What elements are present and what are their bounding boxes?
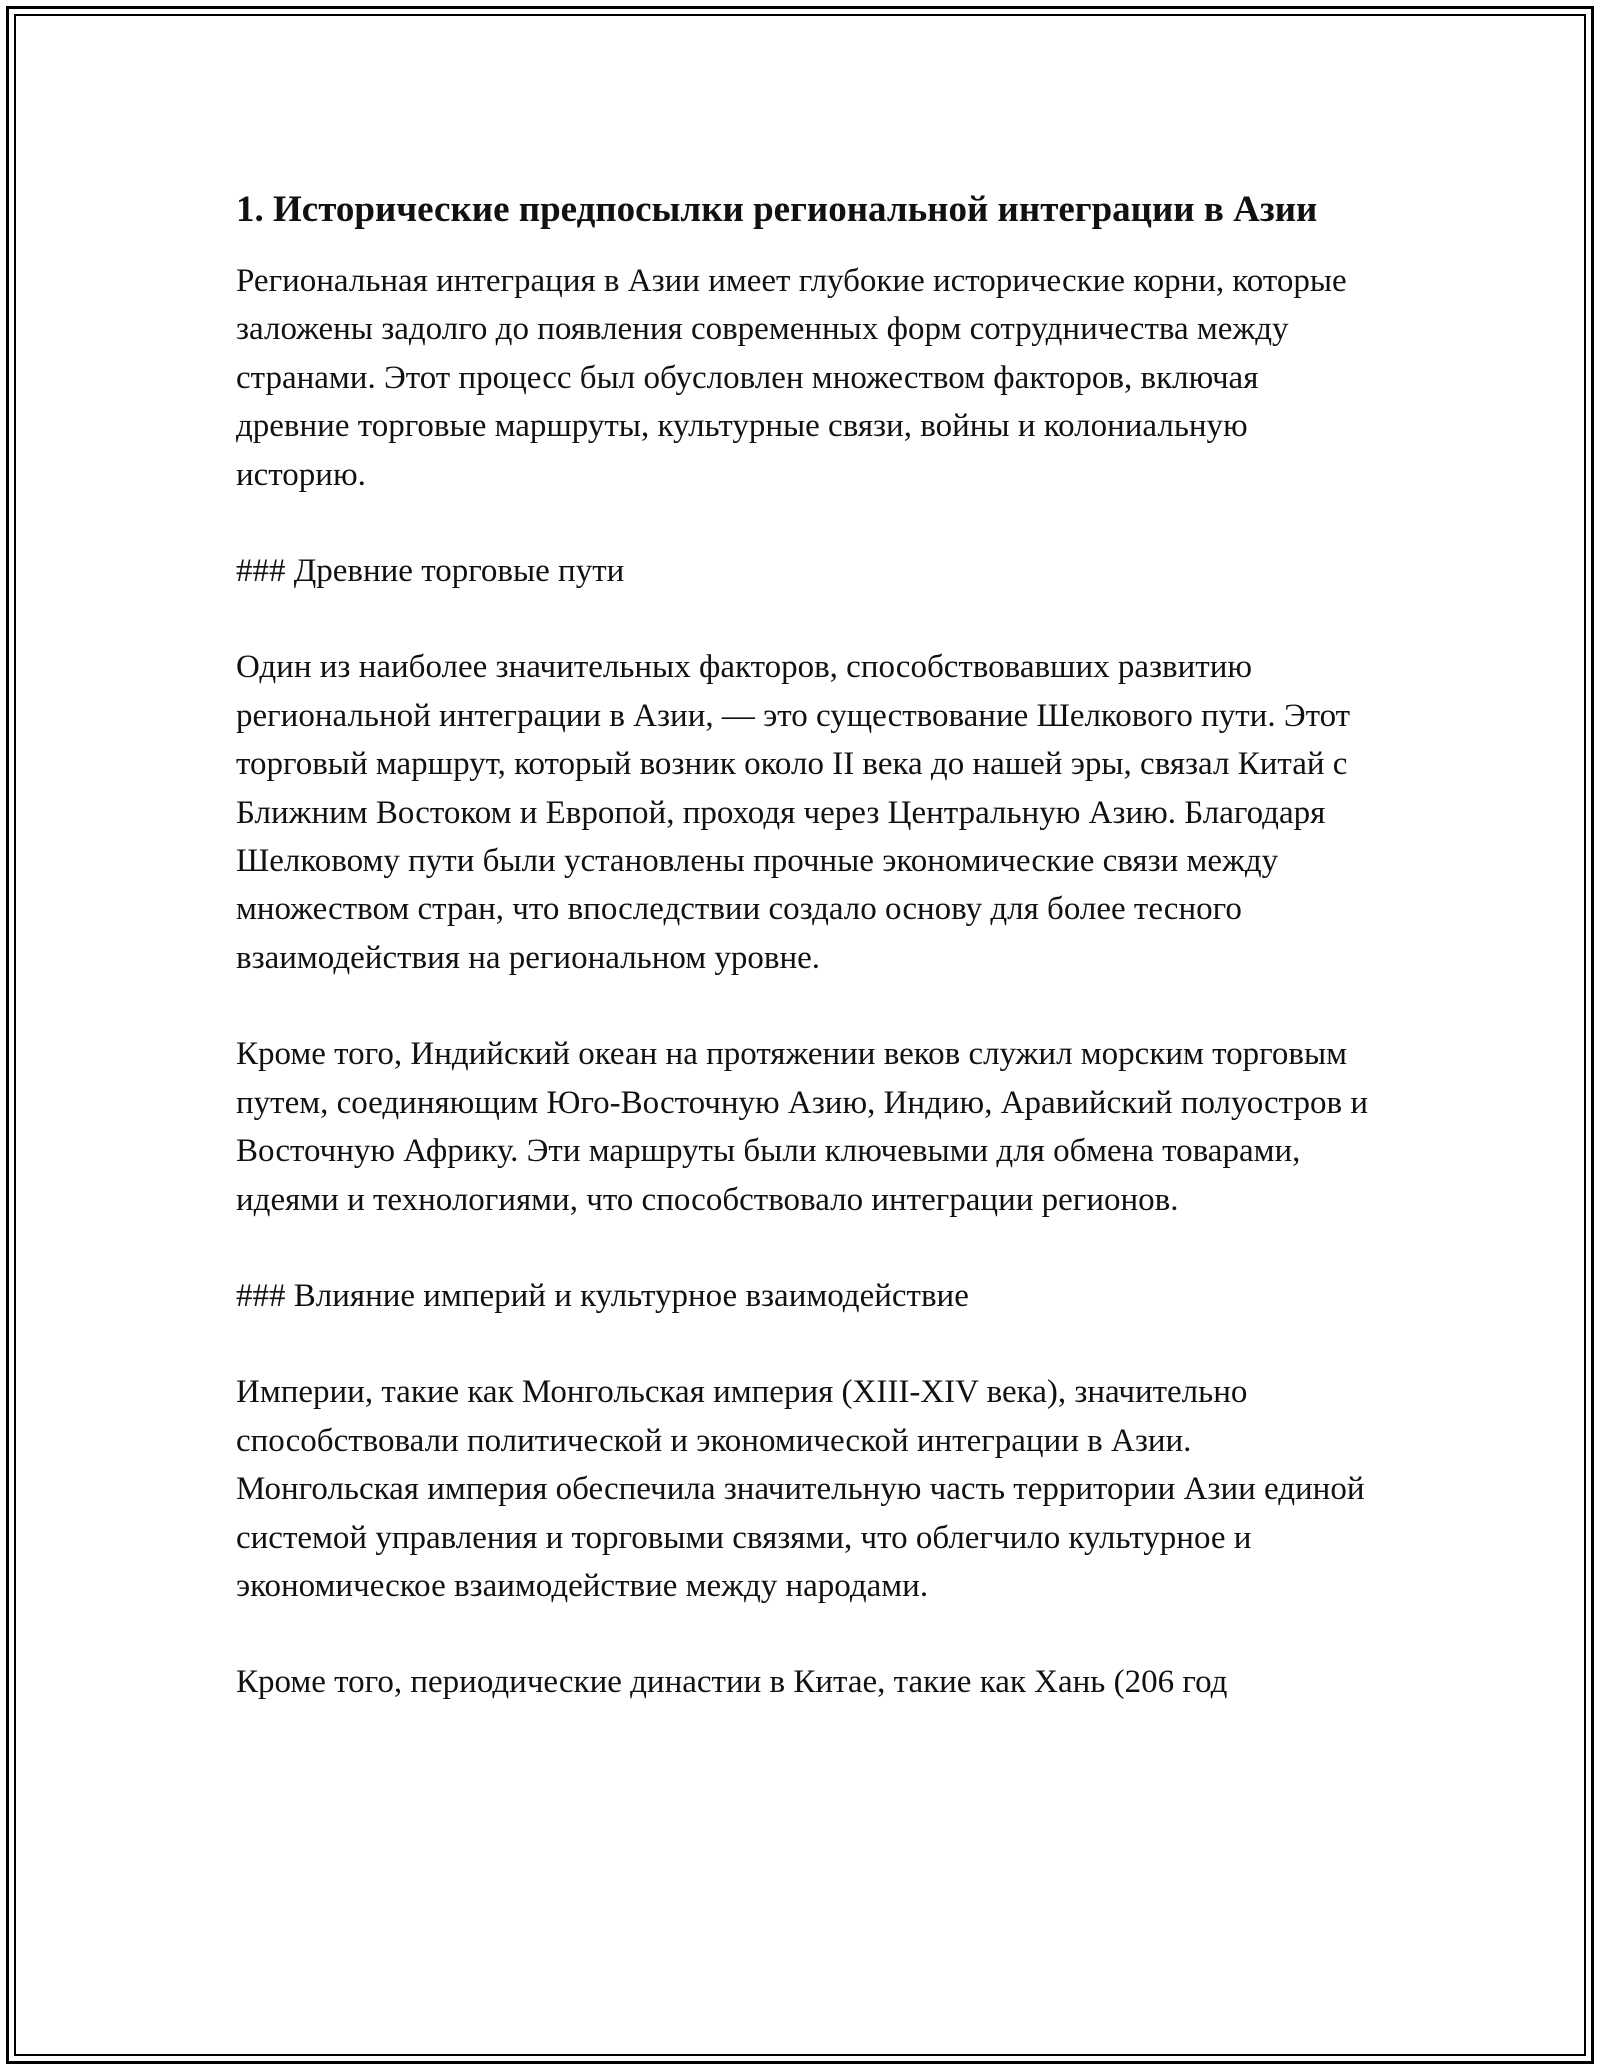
- paragraph-silk-road: Один из наиболее значительных факторов, способствовавших развитию региональной интеграции в Азии, — это существование Шелкового пути. Этот торговый маршрут, который возник около II века до нашей эры, связал Китай с Ближним Востоком и Европой, проходя через Центральную Азию. Благодаря Шелковому пути были установлены прочные экономические связи между множеством стран, что впоследствии создало основу для более тесного взаимодействия на региональном уровне.: [236, 649, 1351, 976]
- paragraph-mongol-empire: Империи, такие как Монгольская империя (XIII-XIV века), значительно способствовали политической и экономической интеграции в Азии. Монгольская империя обеспечила значительную часть территории Азии единой системой управления и торговыми связями, что облегчило культурное и экономическое взаимодействие между народами.: [236, 1374, 1365, 1604]
- subheading-ancient-trade-routes: ### Древние торговые пути: [236, 553, 625, 590]
- paragraph-indian-ocean: Кроме того, Индийский океан на протяжении веков служил морским торговым путем, соединяющим Юго-Восточную Азию, Индию, Аравийский полуостров и Восточную Африку. Эти маршруты были ключевыми для обмена товарами, идеями и технологиями, что способствовало интеграции регионов.: [236, 1036, 1368, 1218]
- paragraph-china-dynasties: Кроме того, периодические династии в Китае, такие как Хань (206 год: [236, 1664, 1228, 1701]
- paragraph-intro: Региональная интеграция в Азии имеет глубокие исторические корни, которые заложены задолго до появления современных форм сотрудничества между странами. Этот процесс был обусловлен множеством факторов, включая древние торговые маршруты, культурные связи, войны и колониальную историю.: [236, 263, 1347, 493]
- subheading-empires-influence: ### Влияние империй и культурное взаимодействие: [236, 1277, 969, 1314]
- section-heading: 1. Исторические предпосылки региональной интеграции в Азии: [236, 189, 1318, 230]
- document-page: [236, 182, 1376, 1755]
